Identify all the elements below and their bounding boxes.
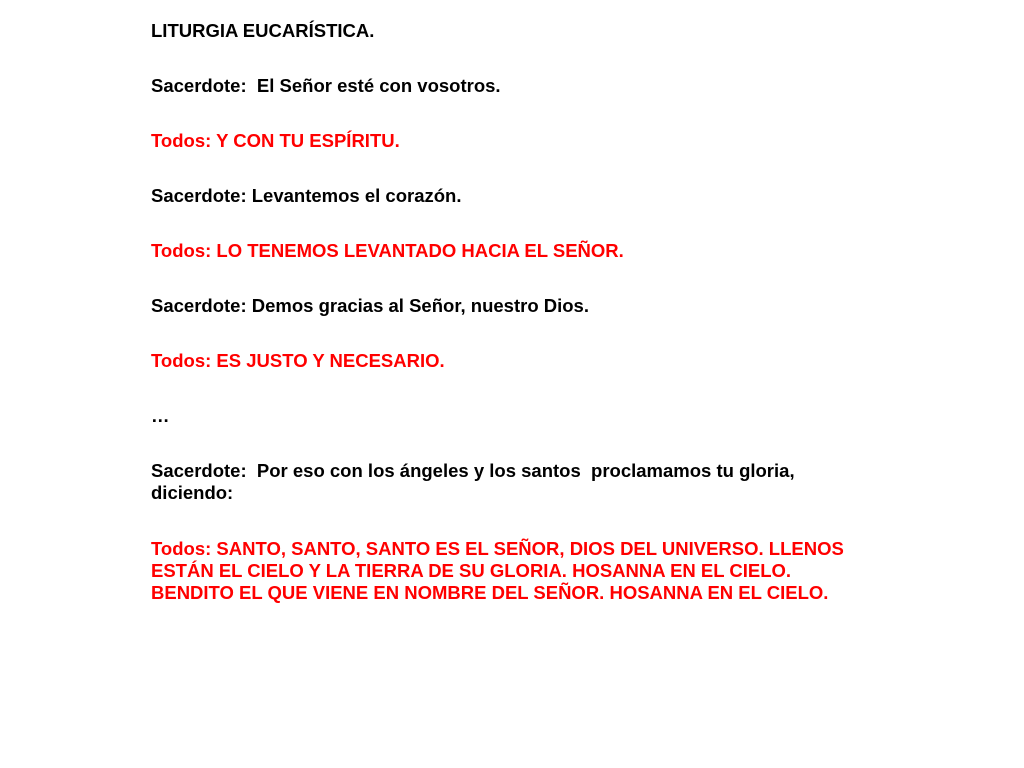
liturgy-text-block <box>151 20 871 637</box>
people-response-3: Todos: ES JUSTO Y NECESARIO. <box>151 350 445 371</box>
people-response-2: Todos: LO TENEMOS LEVANTADO HACIA EL SEÑOR. <box>151 240 624 261</box>
priest-line-2: Sacerdote: Levantemos el corazón. <box>151 185 462 206</box>
people-response-1: Todos: Y CON TU ESPÍRITU. <box>151 130 400 151</box>
priest-line-1: Sacerdote: El Señor esté con vosotros. <box>151 75 501 96</box>
section-title: LITURGIA EUCARÍSTICA. <box>151 20 375 41</box>
people-response-sanctus: Todos: SANTO, SANTO, SANTO ES EL SEÑOR, DIOS DEL UNIVERSO. LLENOS ESTÁN EL CIELO Y LA TIERRA DE SU GLORIA. HOSANNA EN EL CIELO. BENDITO EL QUE VIENE EN NOMBRE DEL SEÑOR. HOSANNA EN EL CIELO. <box>151 538 849 603</box>
priest-line-3: Sacerdote: Demos gracias al Señor, nuestro Dios. <box>151 295 589 316</box>
ellipsis-line: … <box>151 405 170 426</box>
priest-line-4: Sacerdote: Por eso con los ángeles y los santos proclamamos tu gloria, diciendo: <box>151 460 800 503</box>
